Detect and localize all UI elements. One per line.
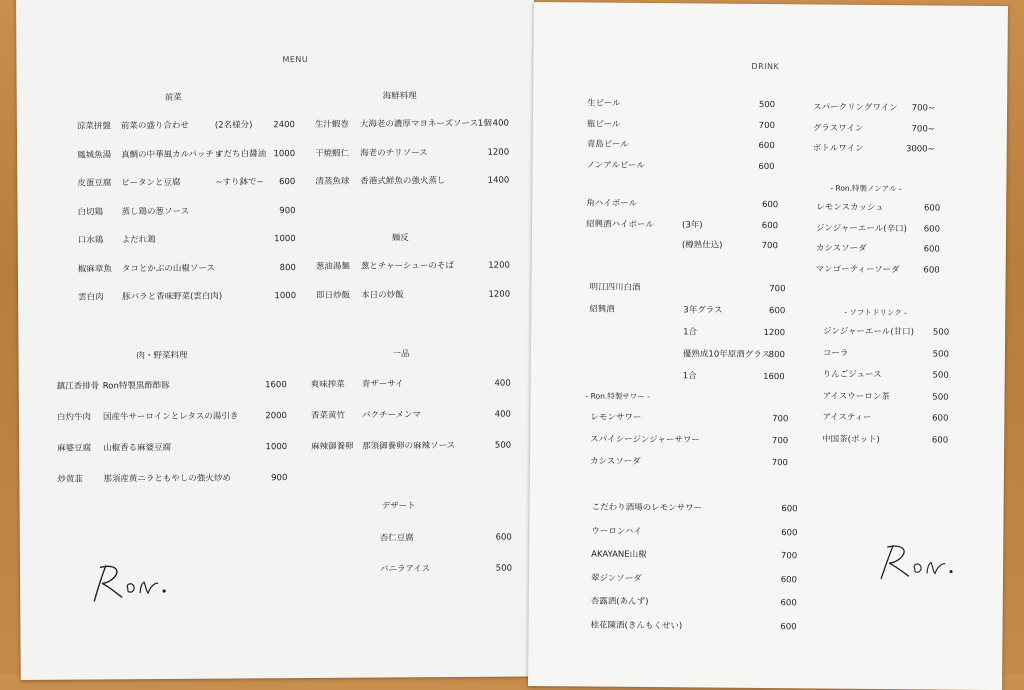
- drink-price: 600: [923, 223, 941, 235]
- drink-price: 600: [780, 598, 797, 609]
- item-name: 爽味搾菜: [310, 379, 345, 390]
- drink-price: 1600: [763, 372, 785, 383]
- drink-name: こだわり酒場のレモンサワー: [591, 502, 703, 514]
- drink-price: 500: [932, 370, 949, 381]
- item-price: 1200: [487, 147, 510, 158]
- drink-name: ノンアルビール: [586, 159, 645, 171]
- drink-name: カシスソーダ: [589, 456, 641, 467]
- drink-price: 600: [758, 161, 775, 172]
- item-price: 900: [271, 473, 288, 484]
- item-name: 炒黄韮: [57, 474, 83, 485]
- drink-name: スパークリングワイン: [813, 102, 898, 114]
- drink-name: レモンサワー: [590, 412, 642, 423]
- item-description: 前菜の盛り合わせ: [120, 120, 189, 132]
- drink-price: 700: [761, 240, 778, 252]
- item-name: 生汁蝦巻: [314, 119, 349, 130]
- drink-title: DRINK: [751, 61, 780, 72]
- section-heading-meat: 肉・野菜料理: [136, 350, 188, 362]
- item-description: ピータンと豆腐: [121, 177, 181, 189]
- drink-price: 500: [932, 391, 949, 403]
- item-description: 蒸し鶏の葱ソース: [121, 206, 190, 217]
- drink-price: 600: [923, 264, 940, 276]
- drink-name: 青島ビール: [586, 139, 629, 150]
- drink-name: ボトルワイン: [812, 143, 864, 154]
- item-description: 香港式鮮魚の強火蒸し: [360, 176, 446, 187]
- drink-note: (樽熟仕込): [681, 240, 723, 251]
- item-price: 600: [495, 532, 512, 543]
- drink-name: マンゴーティーソーダ: [815, 263, 900, 275]
- section-heading-dessert: デザート: [381, 501, 416, 512]
- item-note: (2名様分): [214, 120, 253, 131]
- drink-name: 生ビール: [587, 98, 621, 109]
- item-price: 1000: [265, 442, 288, 453]
- drink-price: 600: [781, 527, 798, 538]
- drink-price: 700: [771, 436, 789, 447]
- item-note: ~すり鉢で~: [215, 177, 264, 188]
- item-note: 1個: [477, 118, 492, 129]
- drink-name: 紹興酒: [589, 304, 615, 315]
- drink-name: 紹興酒ハイボール: [586, 218, 654, 230]
- item-name: 白灼牛肉: [56, 412, 91, 423]
- drink-price: 600: [758, 140, 775, 152]
- item-description: 那須御養卵の麻辣ソース: [362, 440, 456, 452]
- drink-price: 1200: [763, 328, 786, 339]
- ron-signature-logo: [76, 557, 186, 608]
- item-description: 那須産黄ニラともやしの強火炒め: [103, 473, 231, 485]
- drink-note: 3年グラス: [683, 305, 723, 316]
- item-price: 400: [494, 409, 511, 420]
- drink-price: 600: [931, 434, 949, 446]
- item-description: パクチーメンマ: [361, 410, 422, 421]
- item-price: 1000: [274, 234, 296, 245]
- item-name: 香菜黄竹: [310, 410, 345, 421]
- ron-signature-logo-right: [869, 539, 969, 584]
- drink-name: AKAYANE山椒: [591, 549, 647, 561]
- section-heading-appetizers: 前菜: [164, 92, 182, 103]
- item-name: 白切鶏: [77, 206, 104, 218]
- soft-drink-heading: - ソフトドリンク -: [844, 307, 907, 318]
- drink-name: アイスティー: [822, 412, 872, 423]
- item-price: 1600: [265, 380, 287, 391]
- drink-price: 600: [780, 621, 797, 632]
- item-price: 1000: [274, 291, 297, 302]
- drink-name: 角ハイボール: [586, 198, 638, 209]
- drink-name: 桂花陳酒(きんもくせい): [590, 620, 683, 631]
- drink-name: 翠ジンソーダ: [590, 573, 642, 584]
- drink-note: 優熟成10年原酒グラス: [682, 349, 771, 361]
- drink-price: 600: [761, 199, 779, 211]
- item-description: 豚バラと香味野菜(雲白肉): [122, 291, 223, 303]
- item-price: 500: [495, 563, 513, 574]
- item-price: 1400: [487, 175, 510, 186]
- item-price: 1200: [488, 260, 510, 271]
- item-description: 真鯛の中華風カルパッチョ: [121, 149, 223, 160]
- drink-name: カシスソーダ: [815, 243, 867, 254]
- drink-name: 中国茶(ポット): [822, 434, 880, 445]
- drink-price: 700: [780, 551, 798, 562]
- drink-page: [528, 2, 1008, 690]
- drink-name: ジンジャーエール(甘口): [823, 326, 915, 338]
- drink-price: 500: [932, 348, 949, 360]
- drink-name: アイスウーロン茶: [822, 391, 890, 402]
- drink-price: 700~: [911, 103, 936, 114]
- item-description: 本日の炒飯: [361, 289, 404, 301]
- item-name: 麻婆豆腐: [57, 443, 92, 454]
- drink-price: 600: [932, 413, 949, 424]
- item-description: 海老のチリソース: [360, 147, 428, 159]
- item-name: 即日炒飯: [316, 290, 351, 301]
- drink-note: 1合: [683, 327, 698, 338]
- item-description: 大海老の濃厚マヨネーズソース: [359, 118, 479, 130]
- drink-price: 600: [781, 504, 798, 515]
- nonal-heading: - Ron.特製ノンアル -: [830, 183, 902, 194]
- item-name: 鳳城魚湯: [77, 149, 112, 161]
- item-name: 鎮江香排骨: [56, 381, 100, 392]
- item-price: 600: [279, 177, 296, 188]
- drink-price: 600: [923, 203, 941, 214]
- drink-price: 600: [923, 244, 940, 255]
- drink-price: 500: [758, 99, 776, 111]
- item-price: 400: [492, 118, 509, 129]
- drink-price: 600: [780, 574, 798, 585]
- item-name: 杏仁豆腐: [379, 533, 414, 544]
- drink-price: 700: [769, 284, 786, 295]
- drink-name: 杏露酒(あんず): [590, 596, 649, 608]
- item-price: 2400: [273, 120, 295, 131]
- item-name: 清蒸魚球: [315, 176, 350, 187]
- item-price: 1000: [273, 148, 296, 159]
- drink-price: 700: [772, 414, 789, 425]
- item-name: 麻辣御養卵: [311, 441, 354, 452]
- drink-note: (3年): [682, 219, 703, 230]
- menu-title: MENU: [282, 54, 309, 65]
- drink-name: レモンスカッシュ: [816, 202, 884, 214]
- drink-price: 600: [769, 306, 786, 317]
- item-name: 干焼蝦仁: [315, 148, 350, 159]
- drink-name: 明江四川白酒: [589, 282, 641, 293]
- drink-name: スパイシージンジャーサワー: [590, 434, 700, 446]
- item-name: 葱油湯麺: [315, 261, 350, 272]
- item-name: バニラアイス: [379, 564, 431, 575]
- section-heading-noodles: 麺反: [391, 233, 409, 244]
- drink-price: 700: [771, 458, 789, 469]
- item-name: 口水鶏: [77, 235, 104, 246]
- drink-price: 800: [768, 350, 785, 361]
- item-price: 500: [494, 440, 512, 451]
- item-description: 葱とチャーシューのそば: [360, 260, 454, 272]
- item-description: 青ザーサイ: [361, 379, 404, 390]
- drink-name: ジンジャーエール(辛口): [815, 222, 907, 234]
- drink-price: 3000~: [905, 144, 935, 155]
- item-price: 2000: [265, 411, 287, 422]
- section-heading-seafood: 海鮮料理: [382, 91, 417, 102]
- item-description: タコとかぶの山椒ソース: [121, 263, 216, 274]
- drink-name: コーラ: [822, 348, 849, 359]
- drink-name: 瓶ビール: [586, 118, 621, 130]
- drink-name: りんごジュース: [822, 369, 882, 381]
- item-name: 涼菜拼盤: [76, 121, 111, 132]
- drink-price: 600: [761, 220, 779, 231]
- drink-price: 500: [932, 327, 950, 338]
- drink-price: 700: [758, 120, 775, 131]
- drink-name: グラスワイン: [812, 122, 864, 134]
- item-description: 国産牛サーロインとレタスの湯引き: [102, 411, 239, 423]
- item-name: 皮蛋豆腐: [77, 178, 112, 189]
- item-name: 雲白肉: [78, 292, 104, 303]
- item-note: すだち白醤油: [215, 148, 267, 160]
- item-description: よだれ鶏: [121, 235, 156, 246]
- item-price: 800: [279, 262, 296, 273]
- drink-price: 700~: [911, 123, 935, 135]
- item-price: 1200: [488, 289, 511, 300]
- item-price: 400: [494, 378, 511, 389]
- section-heading-ippin: 一品: [392, 349, 410, 360]
- drink-name: ウーロンハイ: [591, 526, 642, 537]
- special-sour-heading: - Ron.特製サワー -: [585, 391, 650, 402]
- menu-page: [16, 0, 539, 680]
- drink-note: 1合: [682, 371, 697, 382]
- item-description: Ron特製黒酢酢豚: [102, 380, 170, 392]
- item-name: 椒麻章魚: [77, 263, 112, 275]
- item-description: 山椒香る麻婆豆腐: [103, 442, 172, 454]
- item-price: 900: [279, 205, 296, 216]
